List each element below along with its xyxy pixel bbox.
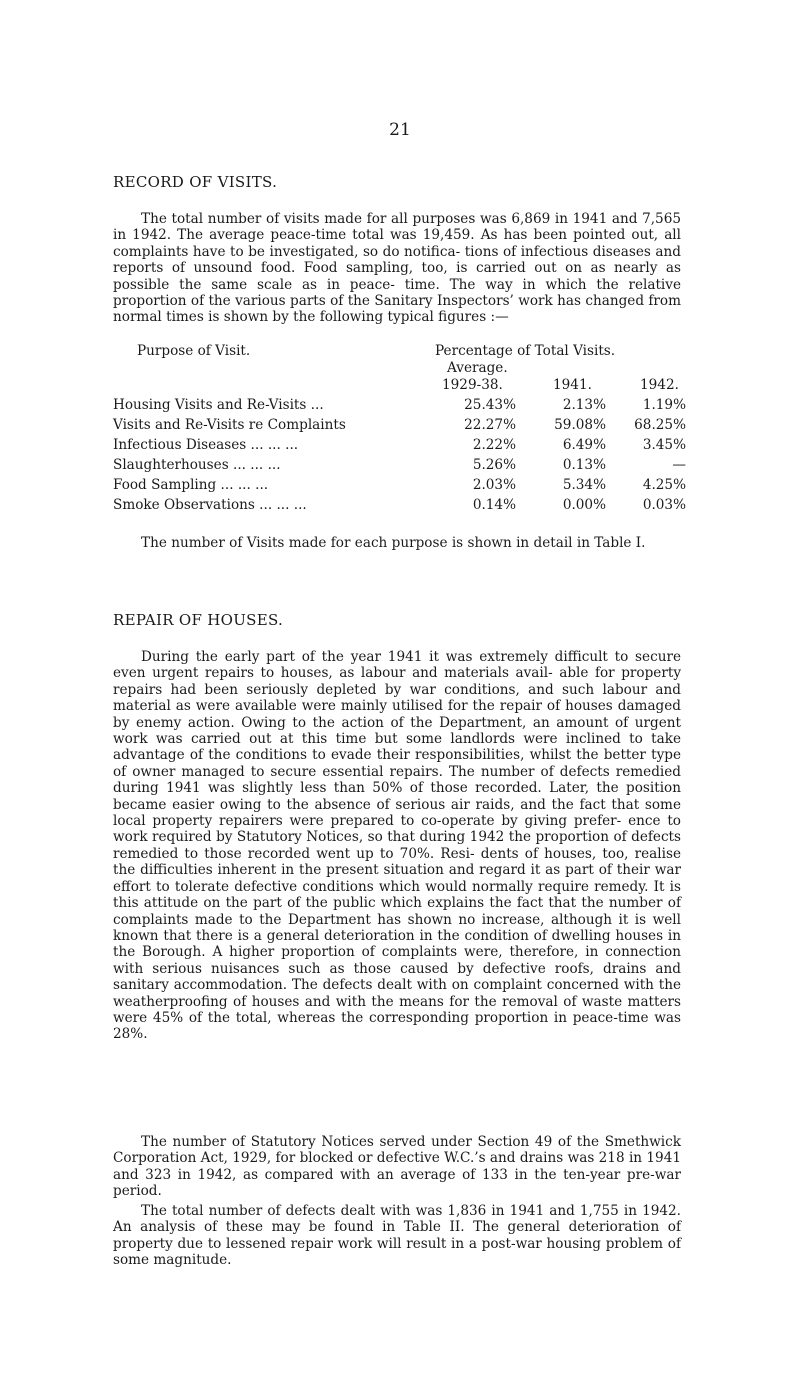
section-heading-repair-of-houses: REPAIR OF HOUSES. — [113, 611, 284, 629]
row-label: Smoke Observations ... ... ... — [113, 497, 307, 513]
row-1942: 1.19% — [642, 397, 686, 413]
row-1942: — — [672, 457, 686, 473]
table-row — [113, 457, 703, 477]
page-number: 21 — [389, 120, 411, 140]
row-average: 0.14% — [472, 497, 516, 513]
row-label: Food Sampling ... ... ... — [113, 477, 269, 493]
repair-paragraph-3: The total number of defects dealt with was 1,836 in 1941 and 1,755 in 1942. An analysis of these may be found in Table II. The general deterioration of property due to lessened repair work will result in a post-war housing problem of some magnitude. — [113, 1203, 681, 1269]
repair-paragraph-2: The number of Statutory Notices served under Section 49 of the Smethwick Corporation Act, 1929, for blocked or defective W.C.’s and drains was 218 in 1941 and 323 in 1942, as compared with an average of 133 in the ten-year pre-war period. — [113, 1134, 681, 1200]
row-1942: 4.25% — [642, 477, 686, 493]
row-1941: 0.13% — [562, 457, 606, 473]
row-1942: 3.45% — [642, 437, 686, 453]
table-row — [113, 477, 703, 497]
row-1942: 68.25% — [634, 417, 686, 433]
header-1942: 1942. — [640, 377, 679, 393]
row-1941: 6.49% — [562, 437, 606, 453]
header-1941: 1941. — [553, 377, 592, 393]
visits-table — [113, 343, 703, 517]
row-average: 22.27% — [464, 417, 516, 433]
row-1942: 0.03% — [642, 497, 686, 513]
row-average: 2.03% — [472, 477, 516, 493]
header-average-years: 1929-38. — [442, 377, 503, 393]
repair-paragraph-1: During the early part of the year 1941 it was extremely difficult to secure even urgent repairs to houses, as labour and materials avail- able for property repairs had been seriously depleted by war conditions, and such labour and material as were available were mainly utilised for the repair of houses damaged by enemy action. Owing to the action of the Department, an amount of urgent work was carried out at this time but some landlords were inclined to take advantage of the conditions to evade their responsibilities, whilst the better type of owner managed to secure essential repairs. The number of defects remedied during 1941 was slightly less than 50% of those recorded. Later, the position became easier owing to the absence of serious air raids, and the fact that some local property repairers were prepared to co-operate by giving prefer- ence to work required by Statutory Notices, so that during 1942 the proportion of defects remedied to those recorded went up to 70%. Resi- dents of houses, too, realise the difficulties inherent in the present situation and regard it as part of their war effort to tolerate defective conditions which would normally require remedy. It is this attitude on the part of the public which explains the fact that the number of complaints made to the Department has shown no increase, although it is well known that there is a general deterioration in the condition of dwelling houses in the Borough. A higher proportion of complaints were, therefore, in connection with serious nuisances such as those caused by defective roofs, drains and sanitary accommodation. The defects dealt with on complaint concerned with the weatherproofing of houses and with the means for the removal of waste matters were 45% of the total, whereas the corresponding proportion in peace-time was 28%. — [113, 649, 681, 1043]
row-label: Infectious Diseases ... ... ... — [113, 437, 299, 453]
row-label: Visits and Re-Visits re Complaints — [113, 417, 346, 433]
row-label: Housing Visits and Re-Visits ... — [113, 397, 324, 413]
header-purpose: Purpose of Visit. — [137, 343, 251, 359]
row-1941: 0.00% — [562, 497, 606, 513]
table-row — [113, 397, 703, 417]
table-header-row-3 — [113, 377, 703, 397]
row-1941: 59.08% — [554, 417, 606, 433]
table-note-paragraph: The number of Visits made for each purpose is shown in detail in Table I. — [141, 535, 646, 551]
row-label: Slaughterhouses ... ... ... — [113, 457, 281, 473]
section-heading-record-of-visits: RECORD OF VISITS. — [113, 173, 278, 191]
table-row — [113, 437, 703, 457]
row-average: 2.22% — [472, 437, 516, 453]
table-row — [113, 497, 703, 517]
intro-paragraph: The total number of visits made for all purposes was 6,869 in 1941 and 7,565 in 1942. The average peace-time total was 19,459. As has been pointed out, all complaints have to be investigated, so do notifica- tions of infectious diseases and reports of unsound food. Food sampling, too, is carried out on as nearly as possible the same scale as in peace- time. The way in which the relative proportion of the various parts of the Sanitary Inspectors’ work has changed from normal times is shown by the following typical figures :— — [113, 211, 681, 326]
row-1941: 5.34% — [562, 477, 606, 493]
table-row — [113, 417, 703, 437]
table-header-row-2 — [113, 360, 703, 377]
row-1941: 2.13% — [562, 397, 606, 413]
header-average: Average. — [447, 360, 508, 376]
table-header-row-1 — [113, 343, 703, 360]
header-percentage: Percentage of Total Visits. — [435, 343, 616, 359]
row-average: 5.26% — [472, 457, 516, 473]
row-average: 25.43% — [464, 397, 516, 413]
